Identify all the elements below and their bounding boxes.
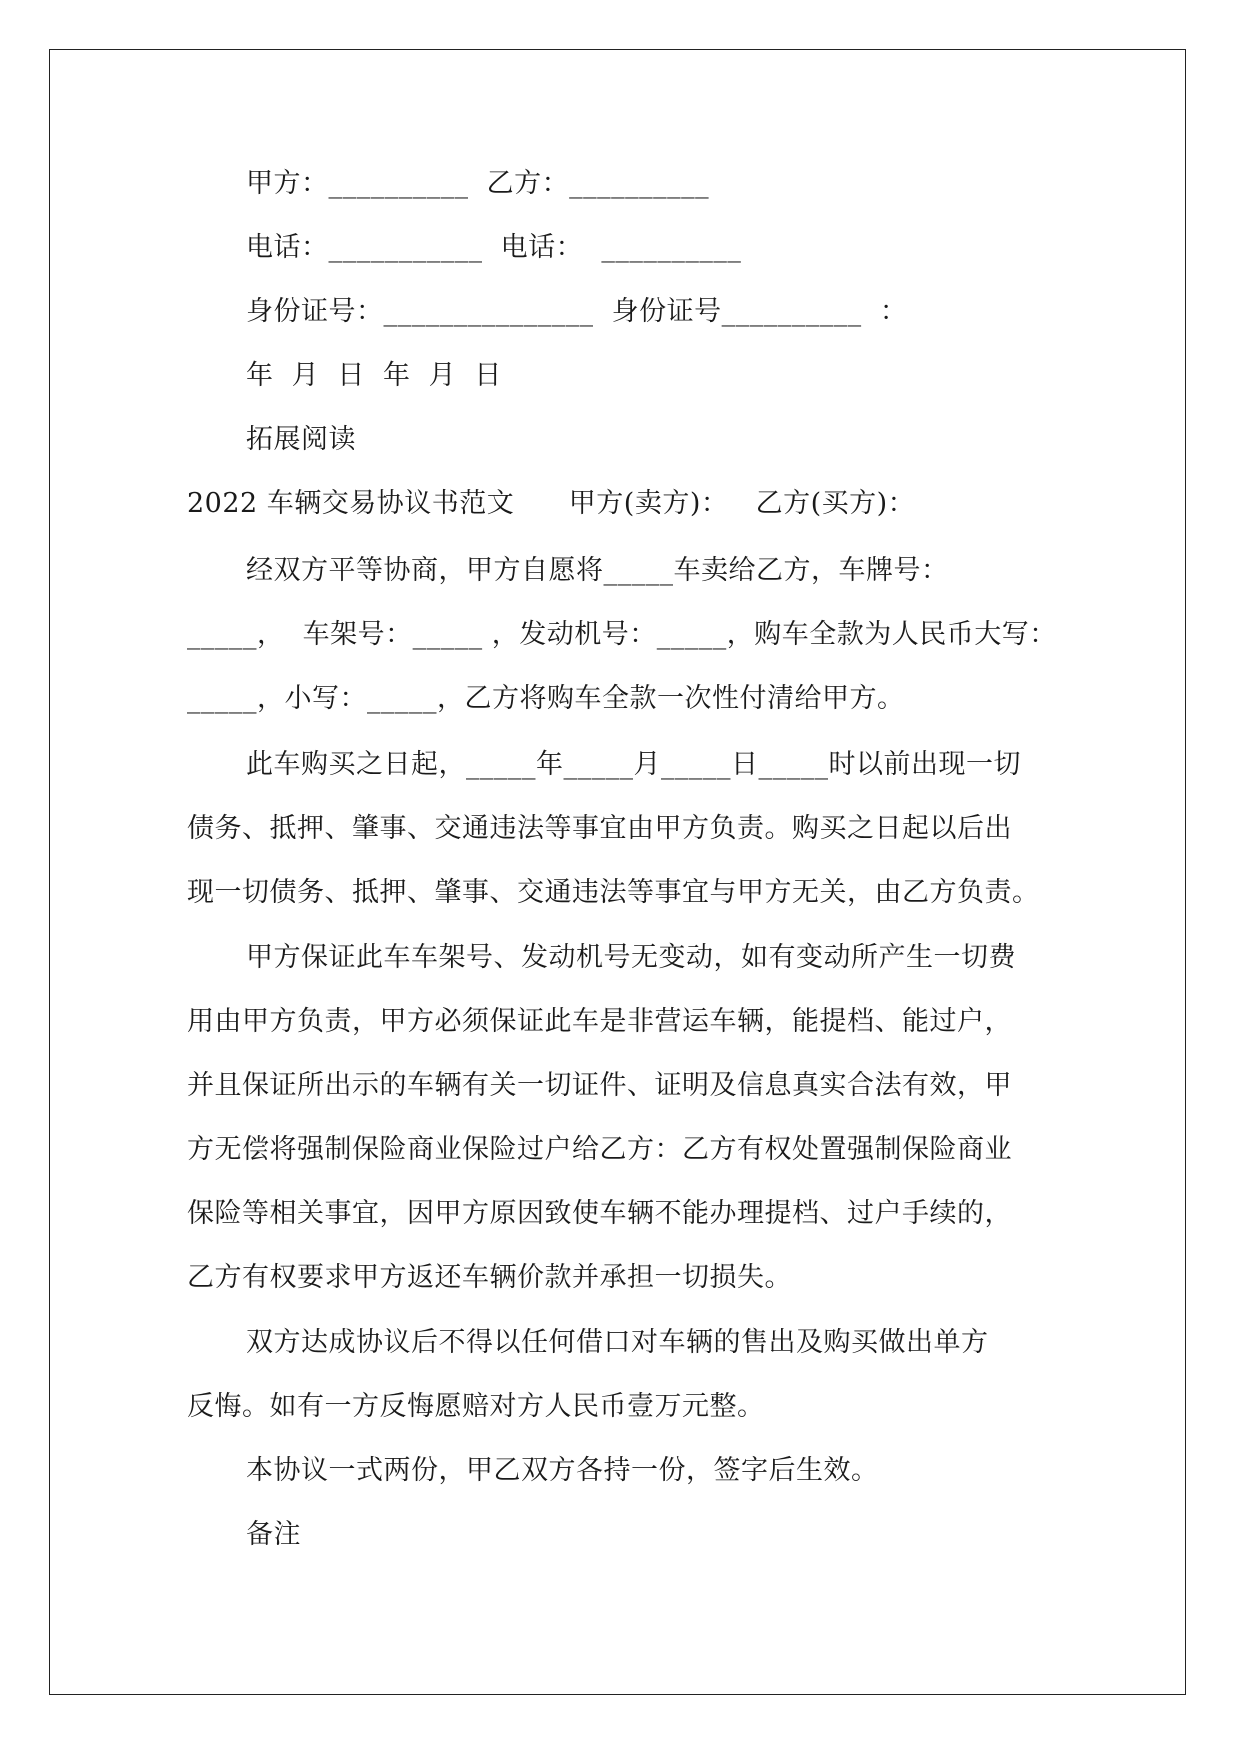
- party-names-line: 甲方：__________ 乙方：__________: [246, 168, 710, 199]
- paragraph-line: 现一切债务、抵押、肇事、交通违法等事宜与甲方无关，由乙方负责。: [187, 877, 1040, 908]
- id-number-line: 身份证号：_______________ 身份证号__________ ：: [246, 296, 908, 327]
- paragraph-line: 债务、抵押、肇事、交通违法等事宜由甲方负责。购买之日起以后出: [187, 813, 1012, 844]
- paragraph-line: 用由甲方负责，甲方必须保证此车是非营运车辆，能提档、能过户，: [187, 1006, 1012, 1037]
- paragraph-line: 方无偿将强制保险商业保险过户给乙方：乙方有权处置强制保险商业: [187, 1134, 1012, 1165]
- phone-line: 电话：___________ 电话： __________: [246, 232, 742, 263]
- paragraph-line: 此车购买之日起，_____年_____月_____日_____时以前出现一切: [246, 749, 1021, 780]
- paragraph-line: 甲方保证此车车架号、发动机号无变动，如有变动所产生一切费: [246, 942, 1016, 973]
- paragraph-line: 本协议一式两份，甲乙双方各持一份，签字后生效。: [246, 1455, 879, 1486]
- paragraph-line: _____， 车架号：_____ ，发动机号：_____，购车全款为人民币大写：: [187, 619, 1057, 650]
- extended-reading-heading: 拓展阅读: [246, 424, 356, 455]
- paragraph-line: 经双方平等协商，甲方自愿将_____车卖给乙方，车牌号：: [246, 555, 949, 586]
- remarks-label: 备注: [246, 1519, 301, 1550]
- paragraph-line: 保险等相关事宜，因甲方原因致使车辆不能办理提档、过户手续的，: [187, 1198, 1012, 1229]
- agreement-title-line: 2022 车辆交易协议书范文 甲方(卖方)： 乙方(买方)：: [187, 488, 916, 519]
- paragraph-line: 并且保证所出示的车辆有关一切证件、证明及信息真实合法有效，甲: [187, 1070, 1012, 1101]
- paragraph-line: 反悔。如有一方反悔愿赔对方人民币壹万元整。: [187, 1391, 765, 1422]
- paragraph-line: 双方达成协议后不得以任何借口对车辆的售出及购买做出单方: [246, 1327, 989, 1358]
- date-line: 年 月 日 年 月 日: [246, 360, 502, 391]
- paragraph-line: 乙方有权要求甲方返还车辆价款并承担一切损失。: [187, 1262, 792, 1293]
- paragraph-line: _____，小写：_____，乙方将购车全款一次性付清给甲方。: [187, 683, 905, 714]
